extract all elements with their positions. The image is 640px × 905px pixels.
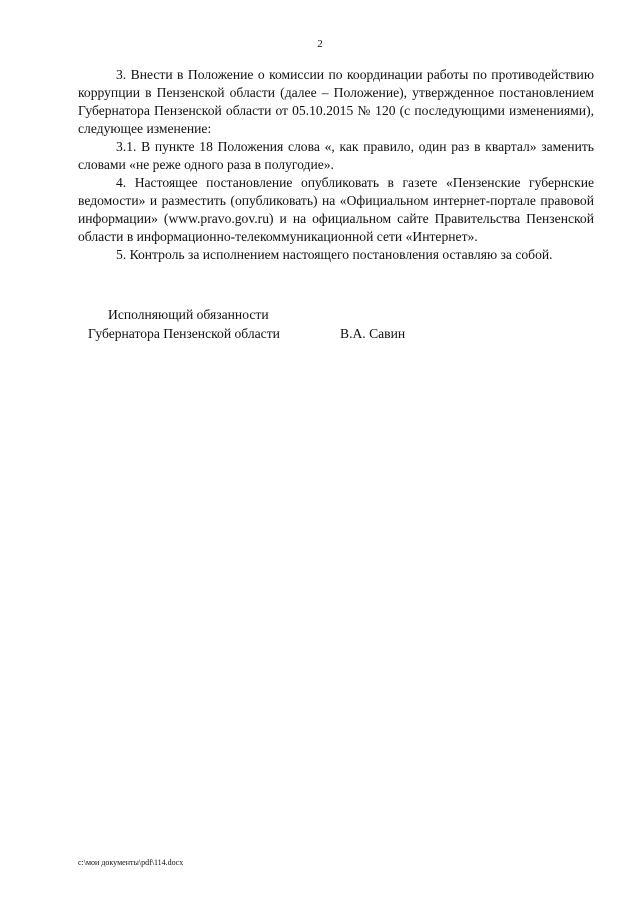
paragraph-5: 5. Контроль за исполнением настоящего постановления оставляю за собой. — [116, 247, 553, 262]
paragraph-3-1: 3.1. В пункте 18 Положения слова «, как правило, один раз в квартал» заменить словами «не реже одного раза в полугодие». — [78, 139, 594, 172]
page-number: 2 — [317, 38, 323, 50]
footer-file-path: c:\мои документы\pdf\114.docx — [78, 858, 184, 867]
signatory-position-line2: Губернатора Пензенской области — [88, 326, 280, 341]
paragraph-4: 4. Настоящее постановление опубликовать в газете «Пензенские губернские ведомости» и разместить (опубликовать) на «Официальном интернет-портале правовой информации» (www.pravo.gov.ru) и на официальном сайте Правительства Пензенской области в информационно-телекоммуникационной сети «Интернет». — [78, 175, 594, 244]
signatory-name: В.А. Савин — [340, 326, 406, 341]
paragraph-3: 3. Внести в Положение о комиссии по координации работы по противодействию коррупции в Пензенской области (далее – Положение), утвержденное постановлением Губернатора Пензенской области от 05.10.2015 № 120 (с последующими изменениями), следующее изменение: — [78, 67, 594, 136]
signatory-position-line1: Исполняющий обязанности — [108, 307, 269, 322]
document-body — [78, 66, 594, 264]
